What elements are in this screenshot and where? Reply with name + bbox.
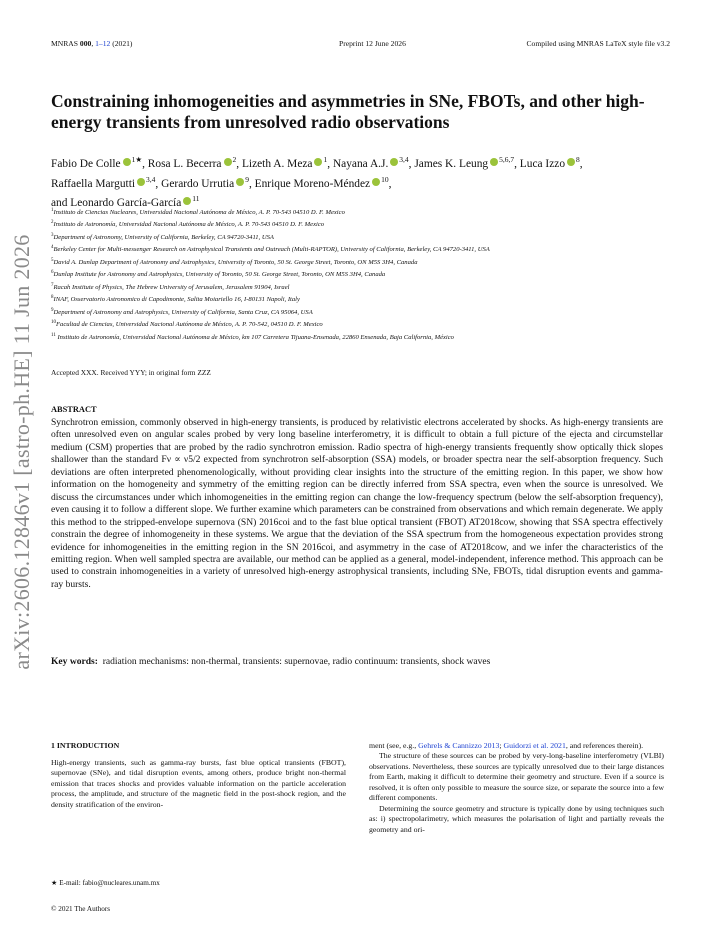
author-name: Luca Izzo <box>519 157 566 170</box>
author: James K. Leung $^{5,6,7}$, <box>414 155 520 170</box>
affiliation-list <box>51 206 701 343</box>
citation-link[interactable]: Guidorzi et al. 2021 <box>503 741 566 750</box>
journal-ref: MNRAS 000, 1–12 (2021) <box>51 39 133 48</box>
author-name: and Leonardo García-García <box>51 197 182 210</box>
intro-paragraph-2: The structure of these sources can be probed by very-long-baseline interferometry (VLBI) observations. Nevertheless, these sources are typically unresolved due to their large distances from Earth, making it difficult to determine their geometry and structure. Even if a source is resolved, it is often only possible to measure the source size, or separate the source into a few different components. <box>369 751 664 803</box>
author: Raffaella Margutti $^{3,4}$, <box>51 174 162 190</box>
affiliation: $^1$Instituto de Ciencias Nucleares, Universidad Nacional Autónoma de México, A. P. 70-543 04510 D. F. Mexico <box>51 208 345 217</box>
orcid-icon[interactable] <box>224 158 232 166</box>
author-name: Lizeth A. Meza <box>241 157 313 170</box>
orcid-icon[interactable] <box>490 158 498 166</box>
author-name: Enrique Moreno-Méndez <box>254 177 371 190</box>
author-affiliation-mark: 1 <box>323 155 328 164</box>
affiliation: $^5$David A. Dunlap Department of Astronomy and Astrophysics, University of Toronto, 50 St. George Street, Toronto, ON M5S 3H4, Canada <box>51 257 418 267</box>
affiliation: $^{10}$Facultad de Ciencias, Universidad Nacional Autónoma de México, A. P. 70-542, 04510 D. F. Mexico <box>51 320 323 329</box>
abstract-text: Synchrotron emission, commonly observed in high-energy transients, is produced by relativistic electrons accelerated by shocks. As high-energy transients are often unresolved even on angular scales probed by very long baseline interferometry, it is difficult to obtain a full picture of the ejecta and circumstellar medium (CSM) properties that are probed by the radio synchrotron emission. Radio spectra of high-energy transients frequently show optically thick slopes shallower than the standard Fν ∝ ν5/2 expected from synchrotron self-absorption (SSA) models, or broader spectra near the self-absorption frequency. Such deviations are often interpreted phenomenologically, without providing clear insights into the structure of the emitting region. In this paper, we show how information on the homogeneity and symmetry of the emitting region can be directly inferred from SSA spectra, even when the source is unresolved. We discuss the circumstances under which inhomogeneities in the emitting region can change the low-frequency spectrum (below the self-absorption frequency), even causing it to follow a different slope. We further examine which parameters can be constrained from observations and which remain degenerate. We apply this method to the stripped-envelope supernova (SN) 2016coi and to the fast blue optical transient (FBOT) AT2018cow, showing that SSA spectra effectively constrain the degree of inhomogeneity in these systems. We argue that the deviation of the SSA spectrum from the homogeneous expectation provides strong evidence for inhomogeneities in the emitting region in the SN 2016coi, and asymmetry in the case of AT2018cow, and we infer the characteristics of the emitting region. When well sampled spectra are available, our method can be applied as a general, model-independent, inference method. This approach can be used to constrain inhomogeneities in a variety of unresolved high-energy astrophysical transients, including SNe, FBOTs, tidal disruption events and gamma-ray bursts. <box>51 417 663 590</box>
paper-title: Constraining inhomogeneities and asymmetries in SNe, FBOTs, and other high-energy transients from unresolved radio observations <box>51 91 645 132</box>
author-affiliation-mark: 5,6,7 <box>499 155 515 164</box>
affiliation: $^7$Racah Institute of Physics, The Hebrew University of Jerusalem, Jerusalem 91904, Israel <box>51 282 290 292</box>
author-affiliation-mark: 8 <box>576 155 580 164</box>
author-name: Fabio De Colle <box>51 157 121 170</box>
affiliation: $^9$Department of Astronomy and Astrophysics, University of California, Santa Cruz, CA 95064, USA <box>51 307 313 317</box>
section-heading-introduction: 1 INTRODUCTION <box>51 741 120 750</box>
orcid-icon[interactable] <box>390 158 398 166</box>
affiliation: $^2$Instituto de Astronomía, Universidad Nacional Autónoma de México, A. P. 70-543 04510 D. F. Mexico <box>51 220 325 229</box>
orcid-icon[interactable] <box>236 178 244 186</box>
affiliation: $^6$Dunlap Institute for Astronomy and Astrophysics, University of Toronto, 50 St. George Street, Toronto, ON M5S 3H4, Canada <box>51 270 386 279</box>
author: Lizeth A. Meza $^1$, <box>241 155 333 170</box>
intro-paragraph-1: High-energy transients, such as gamma-ray bursts, fast blue optical transients (FBOT), supernovae (SNe), and tidal disruption events, among others, produce bright non-thermal emission that traces shocks and provides valuable information on the particle acceleration process, the amplitude, and structure of the magnetic field in the post-shock region, and the density stratification of the environ- <box>51 758 346 809</box>
affiliation: $^4$Berkeley Center for Multi-messenger Research on Astrophysical Transients and Outreach (Multi-RAPTOR), University of California, Berkeley, CA 94720-3411, USA <box>51 245 490 254</box>
abstract-heading: ABSTRACT <box>51 405 97 414</box>
author: Enrique Moreno-Méndez $^{10}$, <box>254 174 392 190</box>
accepted-line: Accepted XXX. Received YYY; in original form ZZZ <box>51 368 211 377</box>
author-affiliation-mark: 2 <box>232 155 237 164</box>
keywords-line <box>51 656 663 667</box>
page-range-link[interactable]: 1–12 <box>95 39 111 48</box>
affiliation: $^8$INAF, Osservatorio Astronomico di Capodimonte, Salita Moiariello 16, I-80131 Napoli, Italy <box>51 295 300 304</box>
keywords-label: Key words: <box>51 656 98 667</box>
author-affiliation-mark: 11 <box>192 194 200 204</box>
orcid-icon[interactable] <box>137 178 145 186</box>
author: Luca Izzo $^8$, <box>519 155 583 170</box>
author-name: Rosa L. Becerra <box>147 157 222 170</box>
affiliation: $^{11}$ Instituto de Astronomía, Universidad Nacional Autónoma de México, km 107 Carretera Tijuana-Ensenada, 22860 Ensenada, Baja California, México <box>51 332 454 342</box>
volume: 000 <box>79 39 92 48</box>
author: Fabio De Colle $^{1★}$, <box>51 155 148 170</box>
author-name: Gerardo Urrutia <box>161 177 235 190</box>
email-footnote: ★ E-mail: fabio@nucleares.unam.mx <box>51 879 160 887</box>
author-name: Nayana A.J. <box>332 157 389 170</box>
arxiv-stamp: arXiv:2606.12846v1 [astro-ph.HE] 11 Jun 2026 <box>9 234 34 670</box>
author-affiliation-mark: 9 <box>245 174 249 184</box>
author-affiliation-mark: 1★ <box>131 155 143 164</box>
author-list <box>51 152 671 211</box>
compiled-note: Compiled using MNRAS LaTeX style file v3.2 <box>526 39 670 48</box>
intro-paragraph-3: Determining the source geometry and structure is typically done by using techniques such as: i) spectropolarimetry, which measures the polarisation of light and partially reveals the geometry and ori- <box>369 803 664 834</box>
author: Rosa L. Becerra $^2$, <box>147 155 242 170</box>
preprint-date: Preprint 12 June 2026 <box>339 39 406 48</box>
author-name: James K. Leung <box>414 157 489 170</box>
orcid-icon[interactable] <box>314 158 322 166</box>
author: Nayana A.J. $^{3,4}$, <box>332 155 415 170</box>
author-affiliation-mark: 3,4 <box>146 174 156 184</box>
author-affiliation-mark: 3,4 <box>399 155 409 164</box>
left-column <box>51 741 346 810</box>
keywords-text: radiation mechanisms: non-thermal, transients: supernovae, radio continuum: transients, shock waves <box>102 656 491 667</box>
right-column <box>369 741 664 835</box>
affiliation: $^3$Department of Astronomy, University of California, Berkeley, CA 94720-3411, USA <box>51 232 274 242</box>
running-header <box>51 39 670 51</box>
copyright-notice: © 2021 The Authors <box>51 905 111 913</box>
orcid-icon[interactable] <box>123 158 131 166</box>
author-affiliation-mark: 10 <box>381 174 389 184</box>
citation-link[interactable]: Gehrels & Cannizzo 2013 <box>418 741 500 750</box>
author: Gerardo Urrutia $^9$, <box>161 174 255 190</box>
orcid-icon[interactable] <box>567 158 575 166</box>
orcid-icon[interactable] <box>183 197 191 205</box>
author-name: Raffaella Margutti <box>51 177 136 190</box>
intro-paragraph-1-cont: ment (see, e.g., Gehrels & Cannizzo 2013; Guidorzi et al. 2021, and references therein). <box>369 741 644 750</box>
orcid-icon[interactable] <box>372 178 380 186</box>
